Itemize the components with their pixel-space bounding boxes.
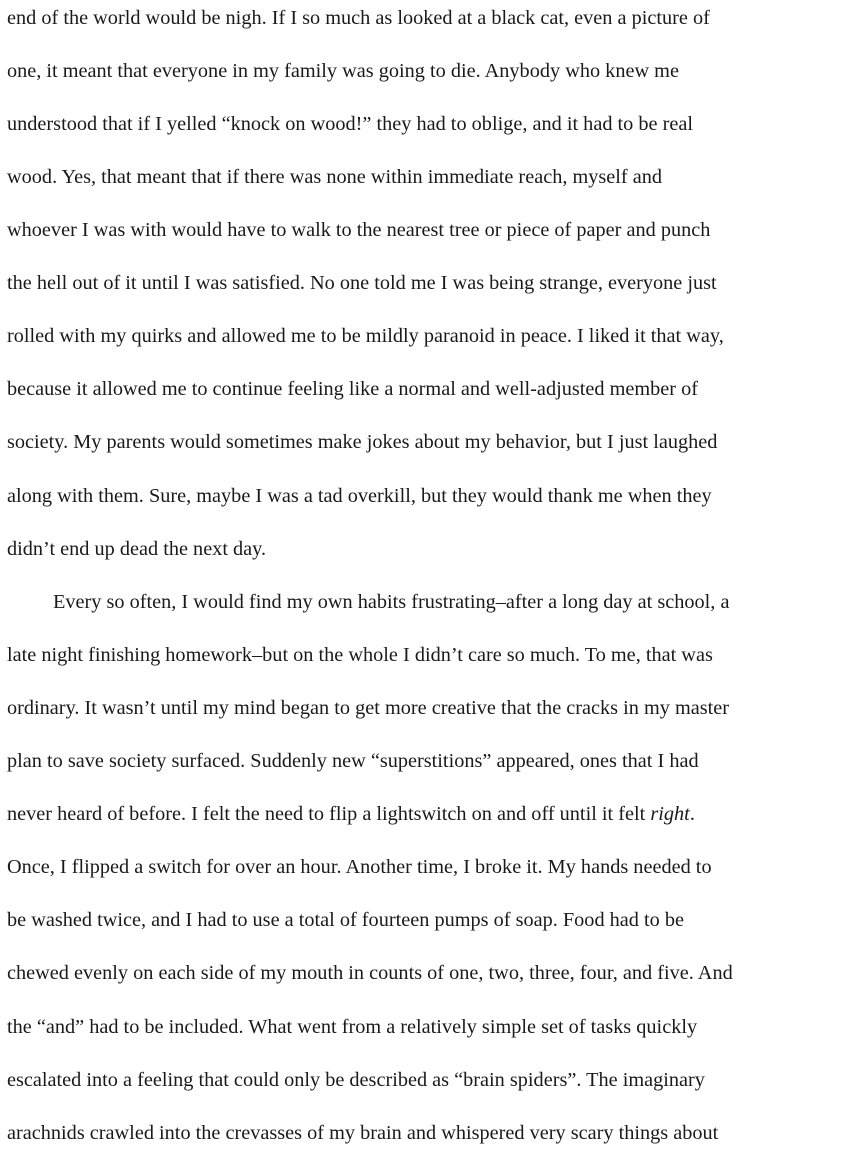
- text-line: along with them. Sure, maybe I was a tad overkill, but they would thank me when they: [7, 485, 712, 507]
- emphasized-word: right: [650, 803, 690, 825]
- text-line: society. My parents would sometimes make jokes about my behavior, but I just laughed: [7, 431, 718, 453]
- text-line: whoever I was with would have to walk to the nearest tree or piece of paper and punch: [7, 219, 711, 241]
- paragraph-first-line: Every so often, I would find my own habits frustrating–after a long day at school, a: [53, 591, 730, 613]
- text-line: one, it meant that everyone in my family was going to die. Anybody who knew me: [7, 60, 679, 82]
- text-segment: .: [689, 803, 695, 825]
- text-line: late night finishing homework–but on the whole I didn’t care so much. To me, that was: [7, 644, 713, 666]
- text-line: the hell out of it until I was satisfied. No one told me I was being strange, everyone just: [7, 272, 717, 294]
- text-line: arachnids crawled into the crevasses of my brain and whispered very scary things about: [7, 1122, 719, 1144]
- text-line: Once, I flipped a switch for over an hour. Another time, I broke it. My hands needed to: [7, 856, 712, 878]
- text-line: rolled with my quirks and allowed me to be mildly paranoid in peace. I liked it that way,: [7, 325, 724, 347]
- text-line: plan to save society surfaced. Suddenly new “superstitions” appeared, ones that I had: [7, 750, 699, 772]
- text-line: understood that if I yelled “knock on wood!” they had to oblige, and it had to be real: [7, 113, 693, 135]
- text-line: escalated into a feeling that could only be described as “brain spiders”. The imaginary: [7, 1069, 705, 1091]
- text-line: chewed evenly on each side of my mouth in counts of one, two, three, four, and five. And: [7, 962, 733, 984]
- text-line: end of the world would be nigh. If I so much as looked at a black cat, even a picture of: [7, 7, 710, 29]
- text-line: didn’t end up dead the next day.: [7, 538, 267, 560]
- text-line: because it allowed me to continue feeling like a normal and well-adjusted member of: [7, 378, 699, 400]
- text-line: wood. Yes, that meant that if there was none within immediate reach, myself and: [7, 166, 663, 188]
- text-line: be washed twice, and I had to use a total of fourteen pumps of soap. Food had to be: [7, 909, 684, 931]
- text-segment: never heard of before. I felt the need to flip a lightswitch on and off until it felt: [7, 803, 651, 825]
- text-line: ordinary. It wasn’t until my mind began to get more creative that the cracks in my master: [7, 697, 730, 719]
- text-line: [7, 802, 695, 826]
- text-line: the “and” had to be included. What went from a relatively simple set of tasks quickly: [7, 1016, 698, 1038]
